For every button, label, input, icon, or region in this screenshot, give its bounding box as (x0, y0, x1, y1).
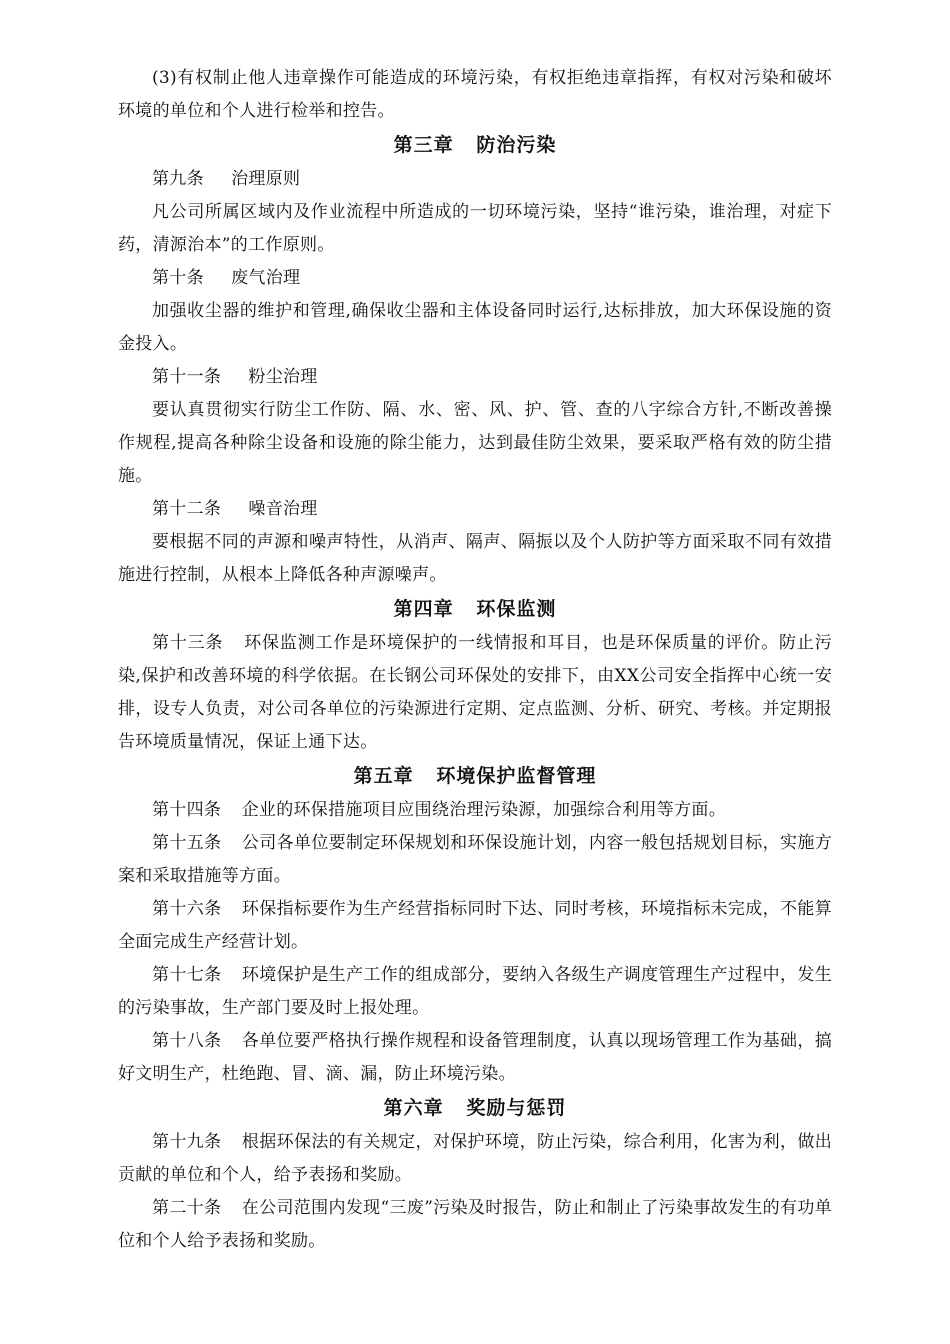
article-14-number: 第十四条 (152, 800, 222, 820)
article-19-body: 根据环保法的有关规定，对保护环境，防止污染，综合利用，化害为利，做出贡献的单位和个人，给予表扬和奖励。 (118, 1132, 832, 1185)
article-10-body: 加强收尘器的维护和管理,确保收尘器和主体设备同时运行,达标排放，加大环保设施的资金投入。 (118, 301, 832, 354)
article-15-body: 公司各单位要制定环保规划和环保设施计划，内容一般包括规划目标，实施方案和采取措施等方面。 (118, 833, 832, 886)
article-18-number: 第十八条 (152, 1031, 222, 1051)
article-11-number: 第十一条 (152, 367, 222, 387)
chapter-6-number: 第六章 (383, 1097, 444, 1119)
article-20-number: 第二十条 (152, 1198, 222, 1218)
article-18-body: 各单位要严格执行操作规程和设备管理制度，认真以现场管理工作为基础，搞好文明生产，杜绝跑、冒、滴、漏，防止环境污染。 (118, 1031, 832, 1084)
article-10-title: 废气治理 (231, 268, 301, 288)
article-12-title: 噪音治理 (248, 499, 318, 519)
article-11-title: 粉尘治理 (248, 367, 318, 387)
chapter-5-number: 第五章 (353, 765, 414, 787)
article-9-title: 治理原则 (231, 169, 301, 189)
article-14 (118, 794, 832, 827)
article-11-body: 要认真贯彻实行防尘工作防、隔、水、密、风、护、管、查的八字综合方针,不断改善操作规程,提高各种除尘设备和设施的除尘能力，达到最佳防尘效果，要采取严格有效的防尘措施。 (118, 400, 832, 486)
article-14-body: 企业的环保措施项目应围绕治理污染源，加强综合利用等方面。 (241, 800, 726, 820)
chapter-5-title: 环境保护监督管理 (436, 765, 597, 787)
chapter-6-title: 奖励与惩罚 (466, 1097, 567, 1119)
article-9-body: 凡公司所属区域内及作业流程中所造成的一切环境污染，坚持“谁污染，谁治理，对症下药，清源治本”的工作原则。 (118, 202, 832, 255)
chapter-4-number: 第四章 (393, 598, 454, 620)
article-15 (118, 827, 832, 893)
article-17-number: 第十七条 (152, 965, 222, 985)
article-15-number: 第十五条 (152, 833, 222, 853)
chapter-6-heading (118, 1091, 832, 1126)
article-13-body: 环保监测工作是环境保护的一线情报和耳目，也是环保质量的评价。防止污染,保护和改善环境的科学依据。在长钢公司环保处的安排下，由XX公司安全指挥中心统一安排，设专人负责，对公司各单位的污染源进行定期、定点监测、分析、研究、考核。并定期报告环境质量情况，保证上通下达。 (118, 633, 832, 752)
article-20 (118, 1192, 832, 1258)
chapter-3-title: 防治污染 (476, 134, 557, 156)
article-13 (118, 627, 832, 759)
article-16-number: 第十六条 (152, 899, 222, 919)
article-17-body: 环境保护是生产工作的组成部分，要纳入各级生产调度管理生产过程中，发生的污染事故，生产部门要及时上报处理。 (118, 965, 832, 1018)
article-9-number: 第九条 (152, 169, 204, 189)
article-12-body: 要根据不同的声源和噪声特性，从消声、隔声、隔振以及个人防护等方面采取不同有效措施进行控制，从根本上降低各种声源噪声。 (118, 532, 832, 585)
chapter-4-title: 环保监测 (476, 598, 557, 620)
article-16 (118, 893, 832, 959)
article-10-heading (118, 262, 832, 295)
article-12-number: 第十二条 (152, 499, 222, 519)
article-19-number: 第十九条 (152, 1132, 222, 1152)
chapter-3-number: 第三章 (393, 134, 454, 156)
intro-paragraph: (3)有权制止他人违章操作可能造成的环境污染，有权拒绝违章指挥，有权对污染和破坏环境的单位和个人进行检举和控告。 (118, 68, 832, 121)
article-20-body: 在公司范围内发现“三废”污染及时报告，防止和制止了污染事故发生的有功单位和个人给予表扬和奖励。 (118, 1198, 832, 1251)
article-10-number: 第十条 (152, 268, 204, 288)
article-9-heading (118, 163, 832, 196)
article-19 (118, 1126, 832, 1192)
article-13-number: 第十三条 (152, 633, 224, 653)
chapter-5-heading (118, 759, 832, 794)
article-11-heading (118, 361, 832, 394)
article-18 (118, 1025, 832, 1091)
chapter-3-heading (118, 128, 832, 163)
chapter-4-heading (118, 592, 832, 627)
article-16-body: 环保指标要作为生产经营指标同时下达、同时考核，环境指标未完成，不能算全面完成生产经营计划。 (118, 899, 832, 952)
article-12-heading (118, 493, 832, 526)
article-17 (118, 959, 832, 1025)
